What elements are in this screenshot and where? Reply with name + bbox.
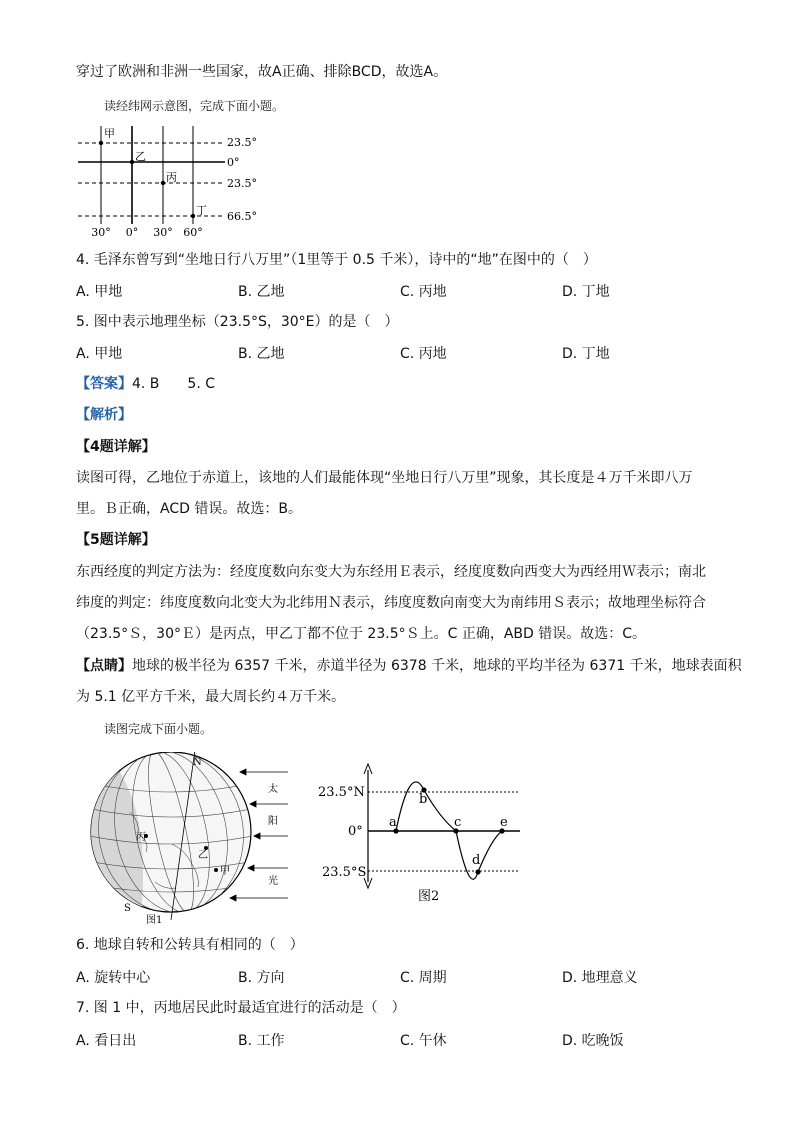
figure-2-sun-path: [310, 758, 540, 906]
option-b[interactable]: B. 工作: [238, 1033, 285, 1049]
lat-label: 23.5°: [227, 177, 257, 190]
tip-line: 为 5.1 亿平方千米，最大周长约４万千米。: [76, 689, 346, 705]
sun-word: 光: [268, 876, 278, 887]
question-5-options: [76, 343, 716, 363]
lon-label: 60°: [183, 226, 203, 239]
question-6-stem: 6. 地球自转和公转具有相同的（ ）: [76, 937, 304, 953]
figure-prompt: 读图完成下面小题。: [104, 722, 213, 736]
option-b[interactable]: B. 方向: [238, 970, 285, 986]
detail-5-tag: 【5题详解】: [76, 532, 156, 548]
point-c: c: [454, 815, 462, 830]
sun-word: 太: [268, 784, 278, 795]
axis-label-equator: 0°: [348, 824, 363, 839]
detail-4-line: 里。Ｂ正确，ACD 错误。故选：B。: [76, 501, 302, 517]
lon-label: 30°: [91, 226, 111, 239]
answer-line: [76, 374, 215, 394]
lat-label: 66.5°: [227, 210, 257, 223]
axis-label-north: 23.5°N: [318, 785, 365, 800]
axis-label-south: 23.5°S: [322, 865, 367, 880]
detail-4-line: 读图可得，乙地位于赤道上，该地的人们最能体现“坐地日行八万里”现象，其长度是４万千米即八万: [76, 470, 693, 486]
question-7-stem: 7. 图 1 中，丙地居民此时最适宜进行的活动是（ ）: [76, 1000, 406, 1016]
tip-tag: 【点睛】: [76, 658, 132, 674]
north-label: N: [193, 757, 202, 768]
option-a[interactable]: A. 甲地: [76, 284, 123, 300]
point-a: a: [389, 815, 397, 830]
grid-prompt: 读经纬网示意图，完成下面小题。: [104, 99, 285, 113]
detail-4-tag: 【4题详解】: [76, 439, 156, 455]
lat-label: 23.5°: [227, 136, 257, 149]
lon-label: 30°: [153, 226, 173, 239]
option-c[interactable]: C. 丙地: [400, 346, 447, 362]
sun-word: 阳: [268, 816, 278, 827]
figure-1-caption: 图1: [146, 915, 163, 926]
south-label: S: [124, 903, 131, 914]
lat-lon-grid-figure: [70, 122, 270, 242]
option-a[interactable]: A. 旋转中心: [76, 970, 151, 986]
point-yi-label: 乙: [198, 850, 208, 861]
option-d[interactable]: D. 丁地: [562, 346, 610, 362]
option-c[interactable]: C. 周期: [400, 970, 447, 986]
lon-label: 0°: [125, 226, 139, 239]
point-b: b: [419, 792, 428, 807]
point-bing: 丙: [166, 171, 177, 184]
option-a[interactable]: A. 看日出: [76, 1033, 137, 1049]
lat-label: 0°: [227, 156, 240, 169]
tip-text: 地球的极半径为 6357 千米，赤道半径为 6378 千米，地球的平均半径为 6371 千米，地球表面积: [132, 658, 742, 674]
question-4-stem: 4. 毛泽东曾写到“坐地日行八万里”（1里等于 0.5 千米），诗中的“地”在图中的（ ）: [76, 252, 597, 268]
figure-2-caption: 图2: [418, 889, 440, 904]
point-bing-label: 丙: [136, 832, 146, 843]
option-c[interactable]: C. 丙地: [400, 284, 447, 300]
point-ding: 丁: [196, 204, 207, 217]
answer-text: 4. B 5. C: [132, 376, 215, 392]
detail-5-line: 东西经度的判定方法为：经度度数向东变大为东经用Ｅ表示，经度度数向西变大为西经用Ｗ表示；南北: [76, 564, 706, 580]
analysis-tag: 【解析】: [76, 407, 132, 423]
tip-line: [76, 656, 742, 676]
detail-5-line: （23.5°Ｓ，30°Ｅ）是丙点，甲乙丁都不位于 23.5°Ｓ上。C 正确，ABD 错误。故选：C。: [76, 626, 647, 642]
question-5-stem: 5. 图中表示地理坐标（23.5°S，30°E）的是（ ）: [76, 314, 399, 330]
question-6-options: [76, 967, 716, 987]
answer-tag: 【答案】: [76, 376, 132, 392]
point-yi: 乙: [135, 150, 146, 163]
point-jia: 甲: [104, 127, 115, 140]
point-d: d: [472, 853, 481, 868]
option-a[interactable]: A. 甲地: [76, 346, 123, 362]
option-d[interactable]: D. 丁地: [562, 284, 610, 300]
question-7-options: [76, 1030, 716, 1050]
figure-1-globe: [80, 752, 290, 930]
option-d[interactable]: D. 吃晚饭: [562, 1033, 624, 1049]
point-jia-label: 甲: [220, 866, 230, 877]
option-b[interactable]: B. 乙地: [238, 346, 285, 362]
option-b[interactable]: B. 乙地: [238, 284, 285, 300]
question-4-options: [76, 281, 716, 301]
point-e: e: [500, 815, 508, 830]
option-c[interactable]: C. 午休: [400, 1033, 447, 1049]
intro-line: 穿过了欧洲和非洲一些国家，故A正确、排除BCD，故选A。: [76, 64, 448, 80]
detail-5-line: 纬度的判定：纬度度数向北变大为北纬用Ｎ表示，纬度度数向南变大为南纬用Ｓ表示；故地理坐标符合: [76, 595, 706, 611]
option-d[interactable]: D. 地理意义: [562, 970, 638, 986]
